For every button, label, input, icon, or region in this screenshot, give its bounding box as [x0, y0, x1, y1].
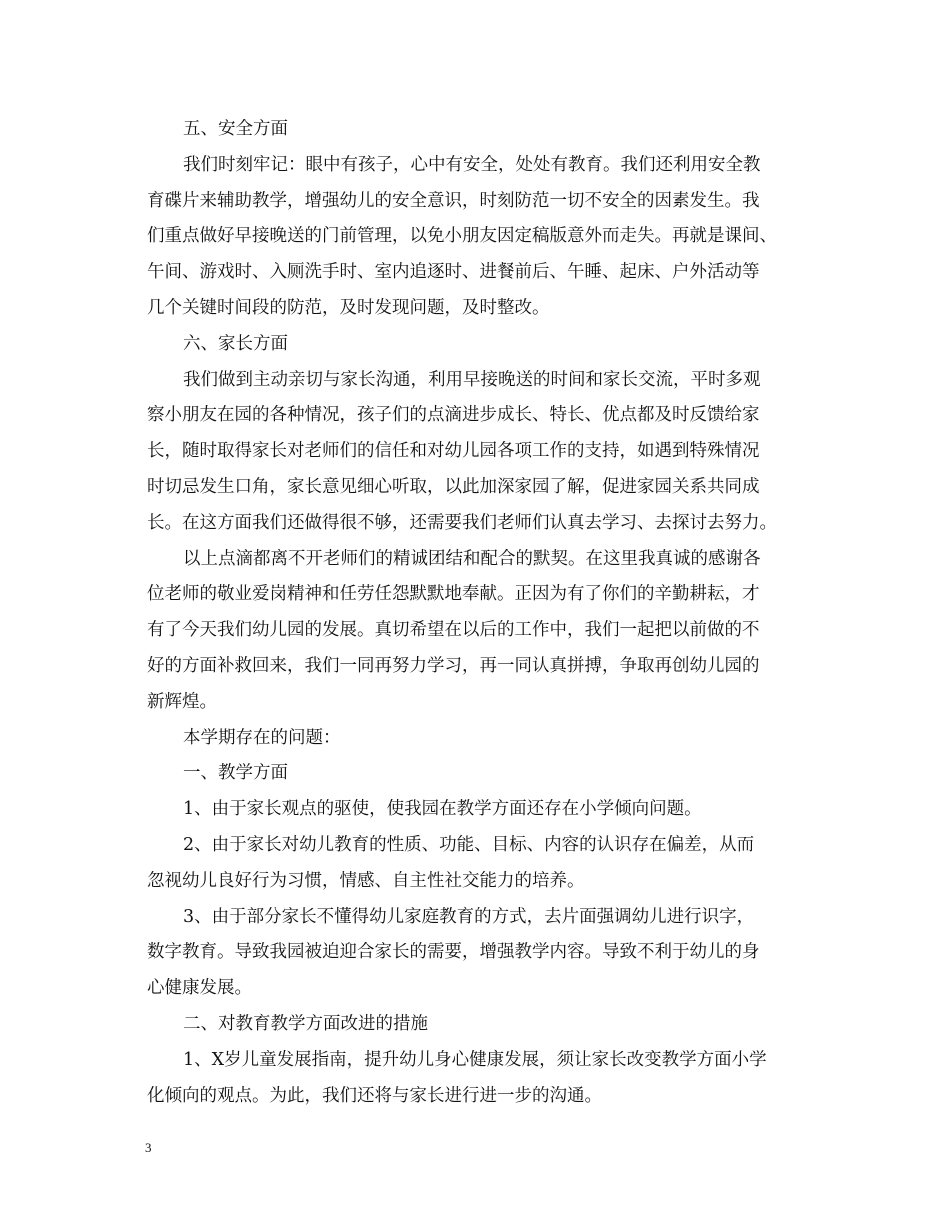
list-item: 1、由于家长观点的驱使，使我园在教学方面还存在小学倾向问题。 — [183, 799, 702, 820]
text-line: 忽视幼儿良好行为习惯，情感、自主性社交能力的培养。 — [147, 870, 585, 891]
section-heading-safety: 五、安全方面 — [183, 119, 288, 139]
list-item: 3、由于部分家长不懂得幼儿家庭教育的方式，去片面强调幼儿进行识字， — [183, 906, 755, 927]
text-line: 我们做到主动亲切与家长沟通，利用早接晚送的时间和家长交流，平时多观 — [183, 369, 761, 390]
text-line: 长。在这方面我们还做得很不够，还需要我们老师们认真去学习、去探讨去努力。 — [147, 512, 777, 533]
text-line: 以上点滴都离不开老师们的精诚团结和配合的默契。在这里我真诚的感谢各 — [183, 548, 761, 569]
text-line: 有了今天我们幼儿园的发展。真切希望在以后的工作中，我们一起把以前做的不 — [147, 620, 760, 641]
text-line: 们重点做好早接晚送的门前管理，以免小朋友因定稿版意外而走失。再就是课间、 — [147, 226, 777, 247]
text-line: 数字教育。导致我园被迫迎合家长的需要，增强教学内容。导致不利于幼儿的身 — [147, 942, 760, 963]
page-number: 3 — [145, 1140, 152, 1155]
section-heading-teaching: 一、教学方面 — [183, 763, 288, 784]
text-line: 好的方面补救回来，我们一同再努力学习，再一同认真拼搏，争取再创幼儿园的 — [147, 655, 760, 676]
text-line: 时切忌发生口角，家长意见细心听取，以此加深家园了解，促进家园关系共同成 — [147, 476, 760, 497]
text-line: 位老师的敬业爱岗精神和任劳任怨默默地奉献。正因为有了你们的辛勤耕耘，才 — [147, 584, 760, 605]
text-line: 我们时刻牢记：眼中有孩子，心中有安全，处处有教育。我们还利用安全教 — [183, 154, 761, 175]
section-heading-improvements: 二、对教育教学方面改进的措施 — [183, 1013, 428, 1034]
text-line: 午间、游戏时、入厕洗手时、室内追逐时、进餐前后、午睡、起床、户外活动等 — [147, 262, 760, 283]
document-body — [147, 112, 807, 1114]
text-line: 长，随时取得家长对老师们的信任和对幼儿园各项工作的支持，如遇到特殊情况 — [147, 441, 760, 462]
section-heading-parents: 六、家长方面 — [183, 333, 288, 354]
text-line: 化倾向的观点。为此，我们还将与家长进行进一步的沟通。 — [147, 1085, 602, 1106]
section-heading-problems: 本学期存在的问题： — [183, 727, 341, 748]
text-line: 几个关键时间段的防范，及时发现问题，及时整改。 — [147, 297, 550, 318]
list-item: 2、由于家长对幼儿教育的性质、功能、目标、内容的认识存在偏差，从而 — [183, 834, 755, 855]
text-line: 心健康发展。 — [147, 978, 252, 999]
text-line: 育碟片来辅助教学，增强幼儿的安全意识，时刻防范一切不安全的因素发生。我 — [147, 190, 760, 211]
text-line: 新辉煌。 — [147, 691, 217, 712]
list-item: 1、X岁儿童发展指南，提升幼儿身心健康发展，须让家长改变教学方面小学 — [183, 1049, 767, 1070]
text-line: 察小朋友在园的各种情况，孩子们的点滴进步成长、特长、优点都及时反馈给家 — [147, 405, 760, 426]
